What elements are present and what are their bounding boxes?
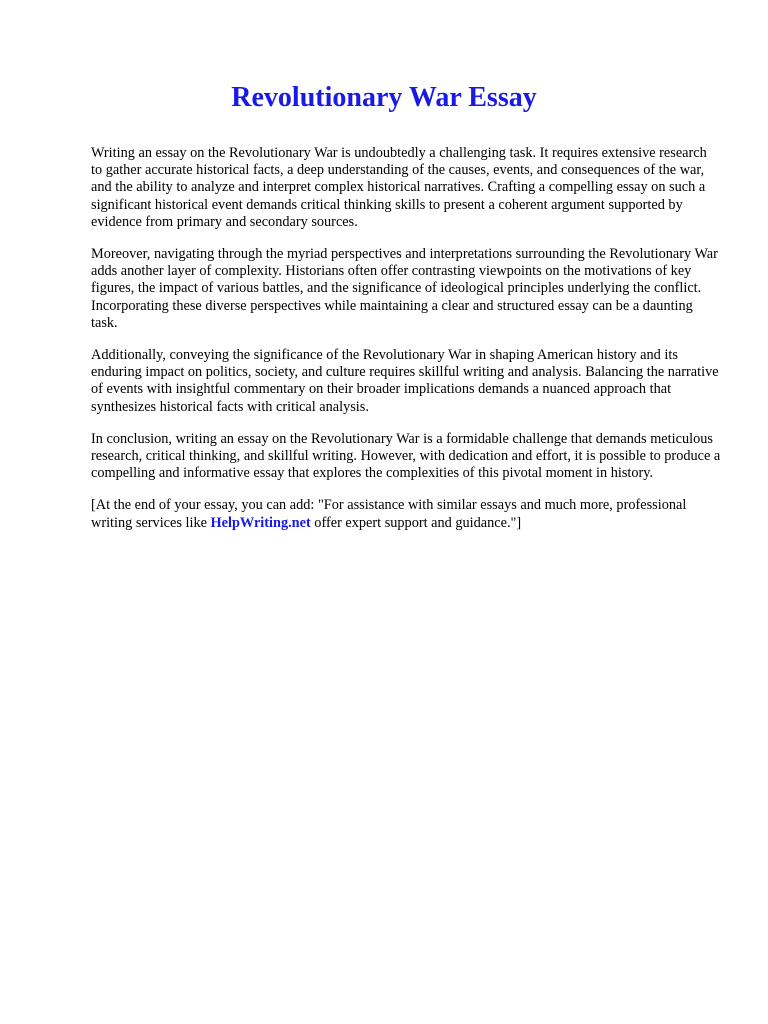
page-title: Revolutionary War Essay	[231, 82, 537, 113]
paragraph-conclusion: In conclusion, writing an essay on the Revolutionary War is a formidable challenge that demands meticulous research, critical thinking, and skillful writing. However, with dedication and effort, it is possible to produce a compelling and informative essay that explores the complexities of this pivotal moment in history.	[91, 430, 721, 482]
paragraph-significance: Additionally, conveying the significance of the Revolutionary War in shaping American history and its enduring impact on politics, society, and culture requires skillful writing and analysis. Balancing the narrative of events with insightful commentary on their broader implications demands a nuanced approach that synthesizes historical facts with critical analysis.	[91, 347, 719, 415]
closing-text-before: [At the end of your essay, you can add: "For assistance with similar essays and much more, professional writing services like	[91, 497, 687, 531]
helpwriting-link[interactable]: HelpWriting.net	[210, 514, 311, 531]
closing-text-after: offer expert support and guidance."]	[310, 514, 522, 531]
paragraph-closing-note	[91, 497, 721, 531]
paragraph-perspectives: Moreover, navigating through the myriad perspectives and interpretations surrounding the Revolutionary War adds another layer of complexity. Historians often offer contrasting viewpoints on the motivations of key figures, the impact of various battles, and the significance of ideological principles underlying the conflict. Incorporating these diverse perspectives while maintaining a clear and structured essay can be a daunting task.	[91, 246, 718, 331]
essay-body	[91, 145, 721, 547]
paragraph-intro: Writing an essay on the Revolutionary War is undoubtedly a challenging task. It requires extensive research to gather accurate historical facts, a deep understanding of the causes, events, and consequences of the war, and the ability to analyze and interpret complex historical narratives. Crafting a compelling essay on such a significant historical event demands critical thinking skills to present a coherent argument supported by evidence from primary and secondary sources.	[91, 145, 707, 230]
